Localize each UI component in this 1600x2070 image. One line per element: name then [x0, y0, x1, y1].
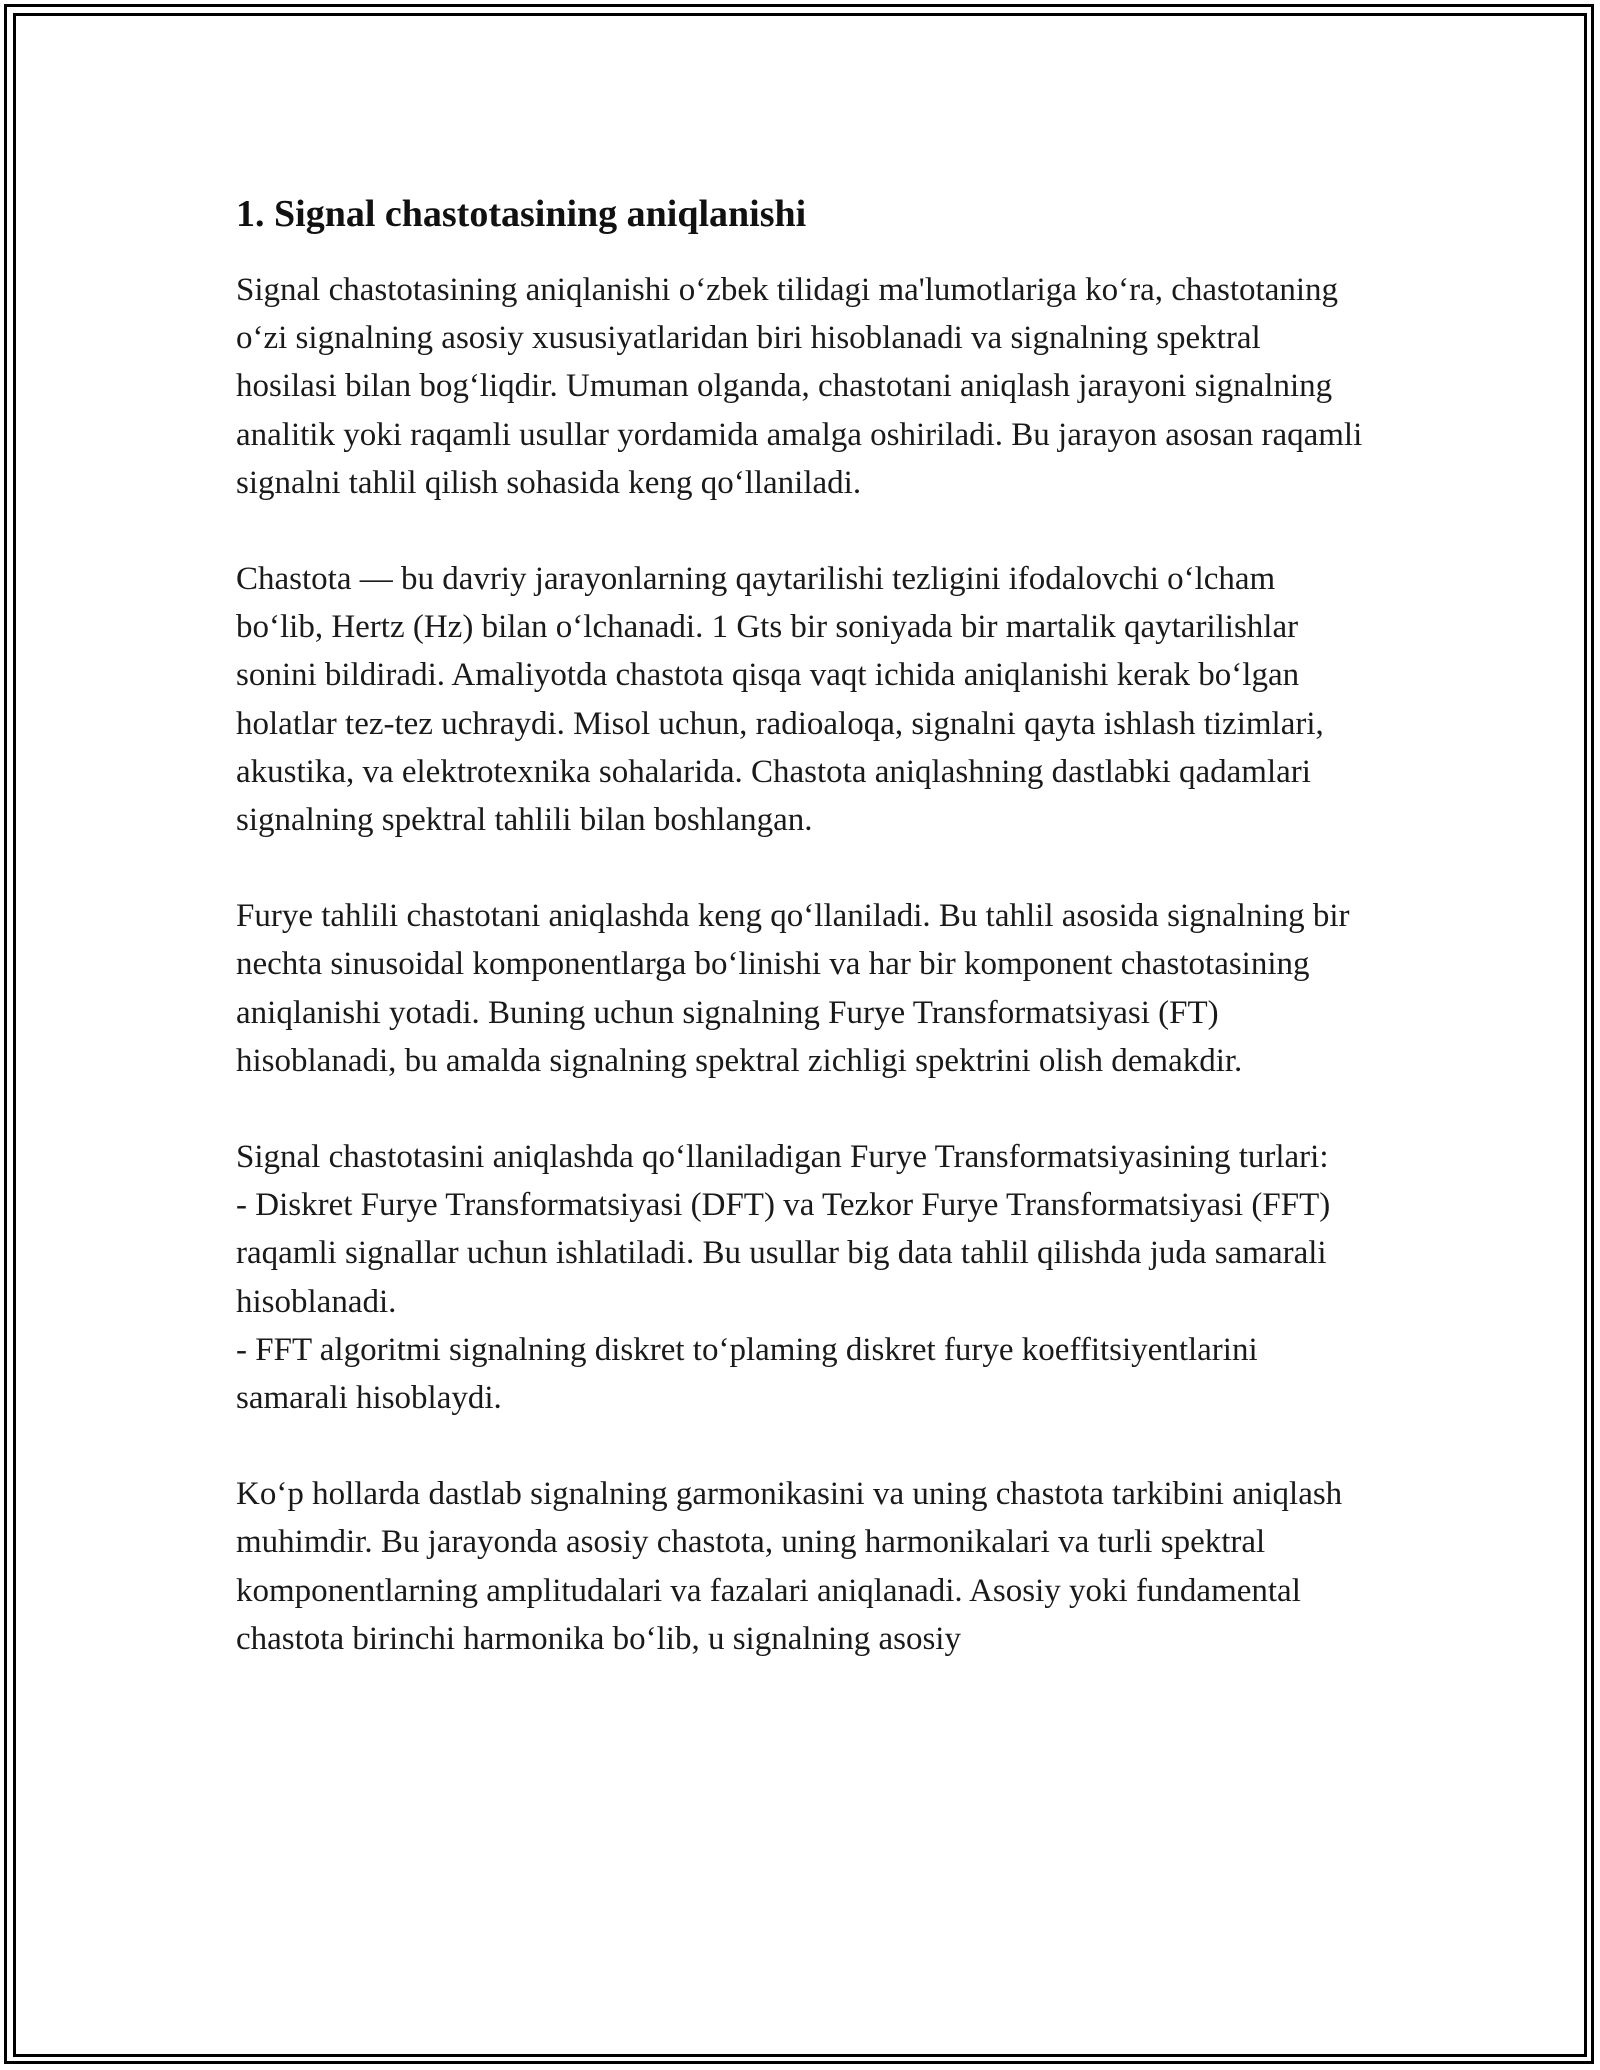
section-heading: 1. Signal chastotasining aniqlanishi: [236, 193, 807, 235]
paragraph-1: Signal chastotasining aniqlanishi o‘zbek tilidagi ma'lumotlariga ko‘ra, chastotaning o‘zi signalning asosiy xususiyatlaridan biri hisoblanadi va signalning spektral hosilasi bilan bog‘liqdir. Umuman olganda, chastotani aniqlash jarayoni signalning analitik yoki raqamli usullar yordamida amalga oshiriladi. Bu jarayon asosan raqamli signalni tahlil qilish sohasida keng qo‘llaniladi.: [236, 272, 1363, 501]
list-item: - FFT algoritmi signalning diskret to‘plaming diskret furye koeffitsiyentlarini samarali hisoblaydi.: [236, 1331, 1258, 1417]
list-item: - Diskret Furye Transformatsiyasi (DFT) va Tezkor Furye Transformatsiyasi (FFT) raqamli signallar uchun ishlatiladi. Bu usullar big data tahlil qilishda juda samarali hisoblanadi.: [236, 1187, 1331, 1320]
list-intro: Signal chastotasini aniqlashda qo‘llaniladigan Furye Transformatsiyasining turlari:: [236, 1139, 1329, 1176]
fourier-types-block: [236, 1133, 1366, 1422]
paragraph-2: Chastota — bu davriy jarayonlarning qaytarilishi tezligini ifodalovchi o‘lcham bo‘lib, Hertz (Hz) bilan o‘lchanadi. 1 Gts bir soniyada bir martalik qaytarilishlar sonini bildiradi. Amaliyotda chastota qisqa vaqt ichida aniqlanishi kerak bo‘lgan holatlar tez-tez uchraydi. Misol uchun, radioaloqa, signalni qayta ishlash tizimlari, akustika, va elektrotexnika sohalarida. Chastota aniqlashning dastlabki qadamlari signalning spektral tahlili bilan boshlangan.: [236, 561, 1324, 839]
paragraph-3: Furye tahlili chastotani aniqlashda keng qo‘llaniladi. Bu tahlil asosida signalning bir nechta sinusoidal komponentlarga bo‘linishi va har bir komponent chastotasining aniqlanishi yotadi. Buning uchun signalning Furye Transformatsiyasi (FT) hisoblanadi, bu amalda signalning spektral zichligi spektrini olish demakdir.: [236, 898, 1350, 1079]
document-body: [236, 186, 1366, 1663]
paragraph-final: Ko‘p hollarda dastlab signalning garmonikasini va uning chastota tarkibini aniqlash muhimdir. Bu jarayonda asosiy chastota, uning harmonikalari va turli spektral komponentlarning amplitudalari va fazalari aniqlanadi. Asosiy yoki fundamental chastota birinchi harmonika bo‘lib, u signalning asosiy: [236, 1476, 1343, 1657]
